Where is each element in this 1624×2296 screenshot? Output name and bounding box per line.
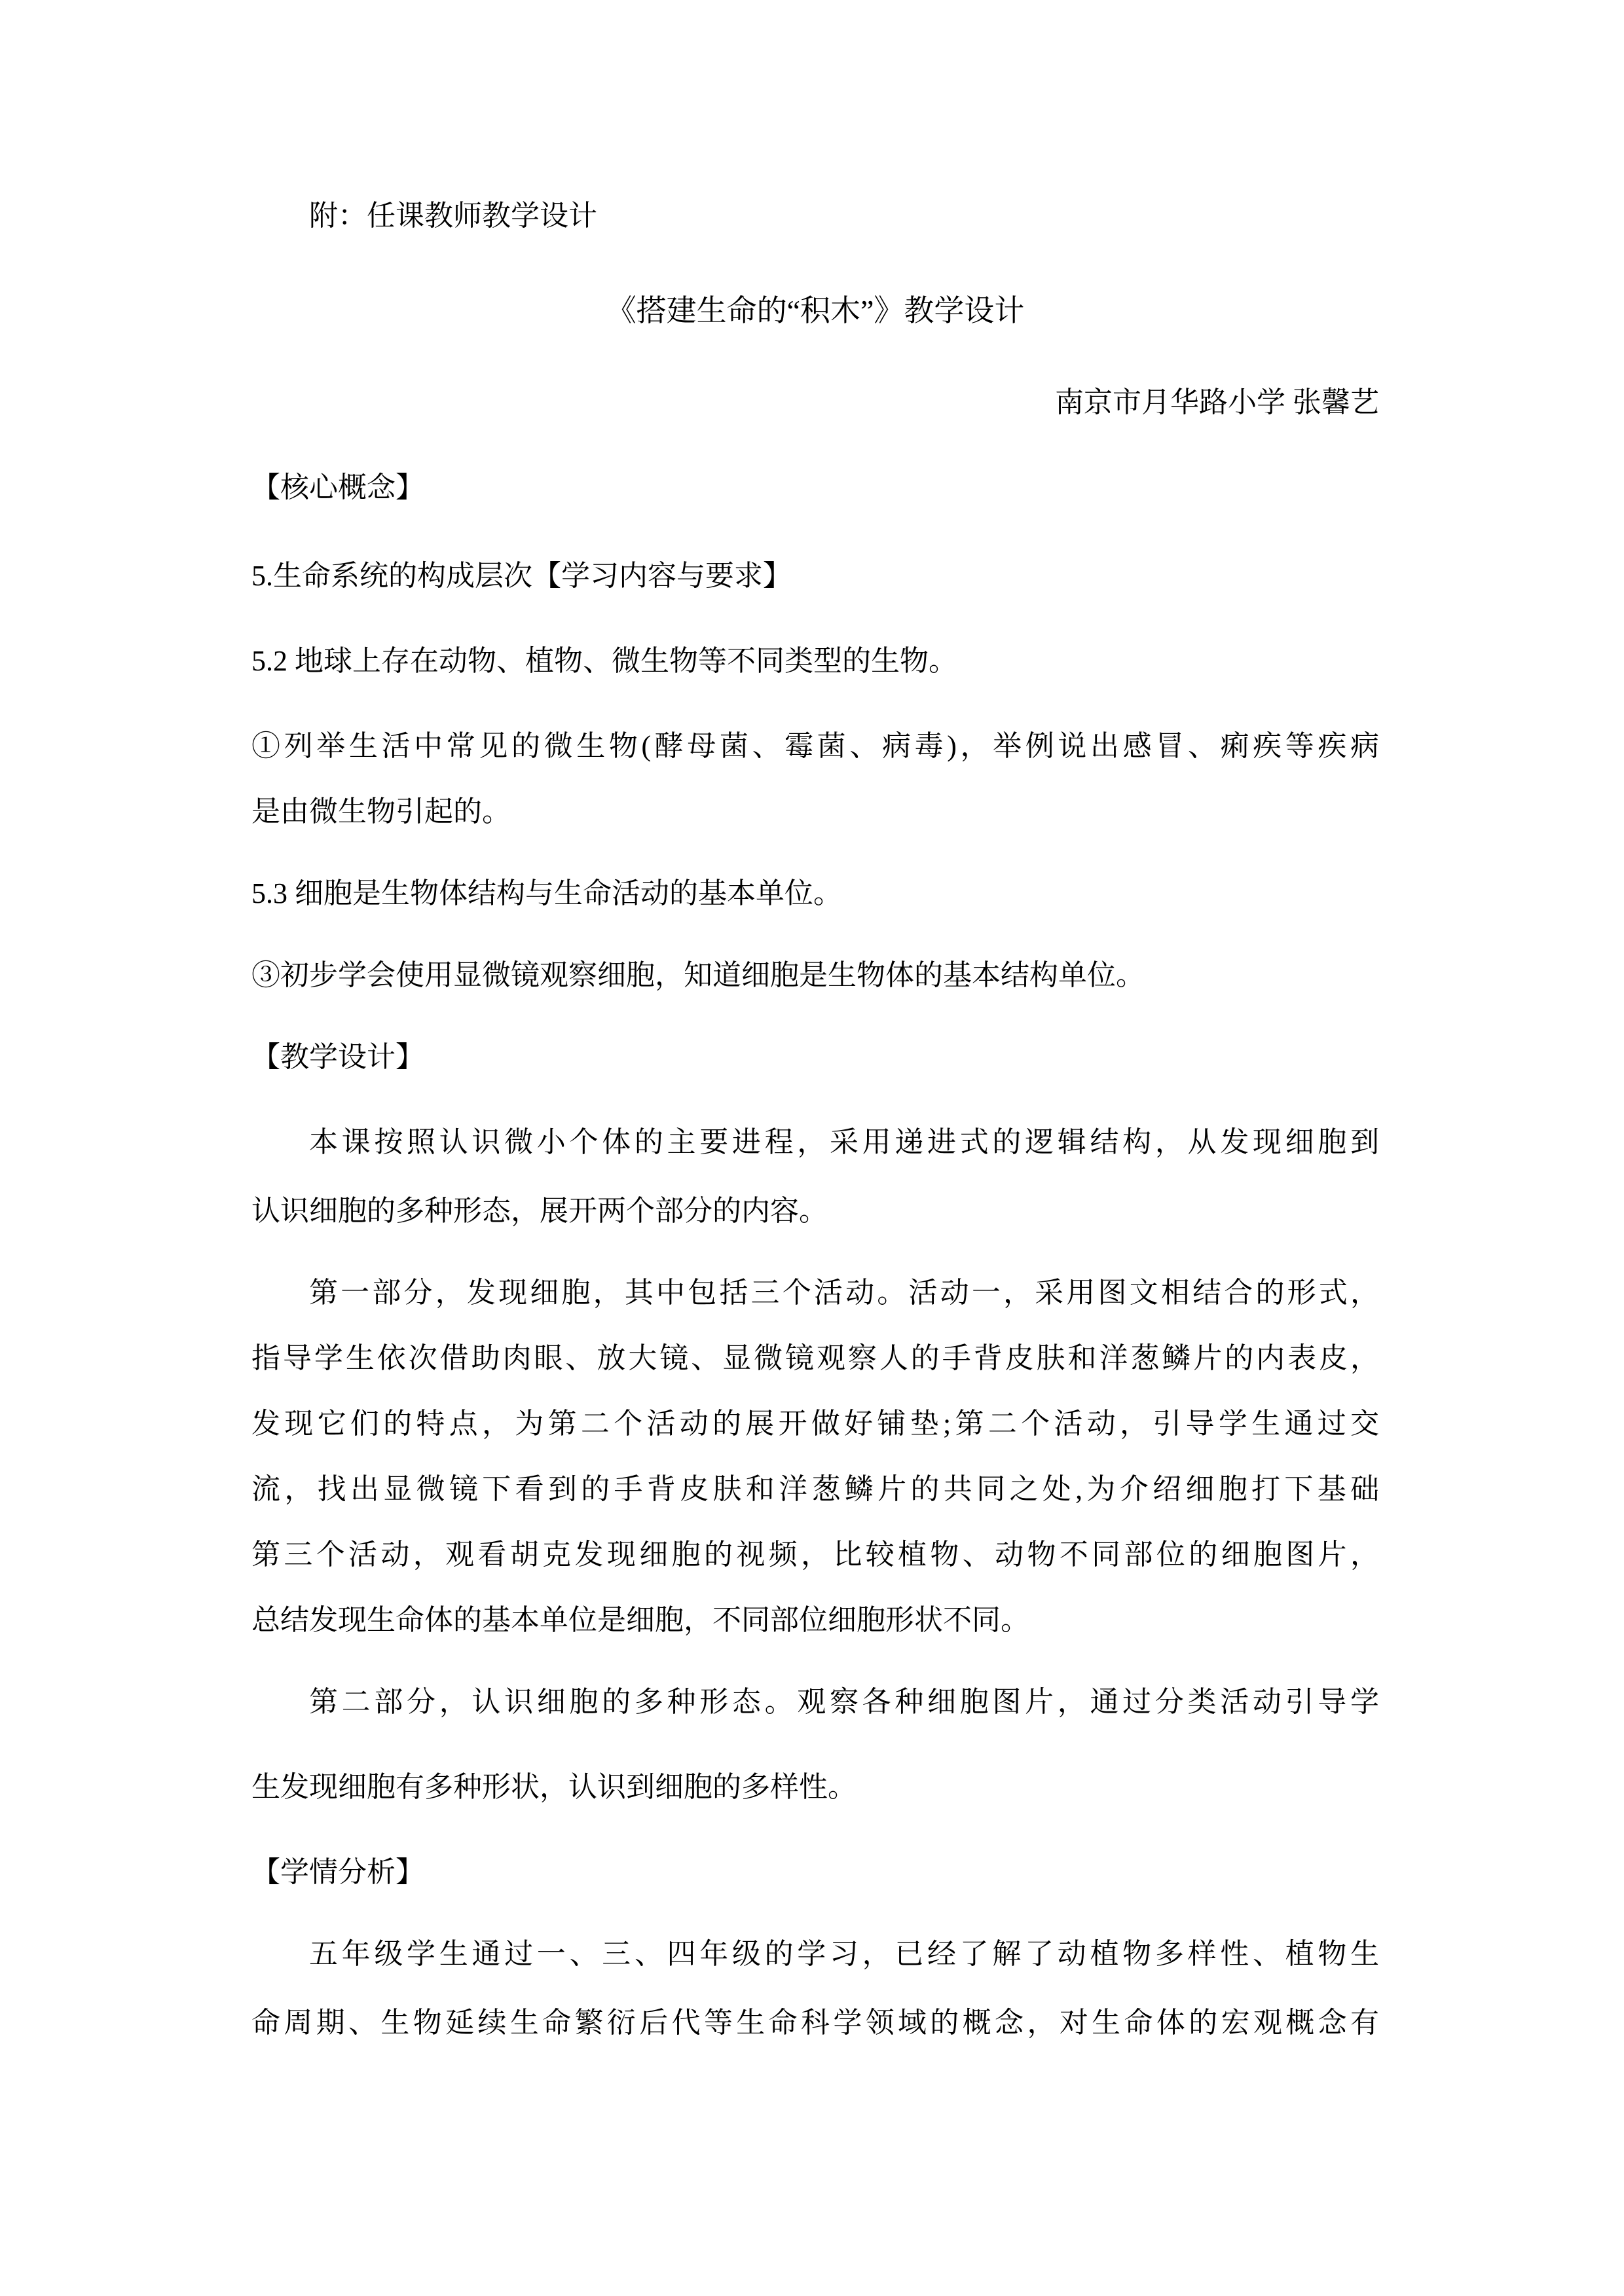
core-concept-item-5-2-detail-line-1: ①列举生活中常见的微生物(酵母菌、霉菌、病毒)，举例说出感冒、痢疾等疾病: [251, 730, 1379, 762]
heading-teaching-design: 【教学设计】: [251, 1041, 424, 1073]
learner-analysis-line-2: 命周期、生物延续生命繁衍后代等生命科学领域的概念，对生命体的宏观概念有: [251, 2007, 1379, 2039]
teaching-design-part1-line-2: 指导学生依次借助肉眼、放大镜、显微镜观察人的手背皮肤和洋葱鳞片的内表皮，: [251, 1342, 1379, 1374]
teaching-design-part1-line-6: 总结发现生命体的基本单位是细胞，不同部位细胞形状不同。: [251, 1604, 1029, 1636]
teaching-design-part1-line-5: 第三个活动，观看胡克发现细胞的视频，比较植物、动物不同部位的细胞图片，: [251, 1539, 1379, 1571]
core-concept-item-5-1: 5.生命系统的构成层次【学习内容与要求】: [251, 560, 792, 592]
core-concept-item-5-2: 5.2 地球上存在动物、植物、微生物等不同类型的生物。: [251, 645, 957, 677]
page-title: 《搭建生命的“积木”》教学设计: [606, 294, 1025, 327]
byline: 南京市月华路小学 张馨艺: [1055, 386, 1379, 418]
core-concept-item-5-3: 5.3 细胞是生物体结构与生命活动的基本单位。: [251, 877, 842, 909]
learner-analysis-line-1: 五年级学生通过一、三、四年级的学习，已经了解了动植物多样性、植物生: [309, 1938, 1379, 1970]
teaching-design-part2-line-2: 生发现细胞有多种形状，认识到细胞的多样性。: [251, 1771, 857, 1803]
teaching-design-overview-line-2: 认识细胞的多种形态，展开两个部分的内容。: [251, 1195, 828, 1227]
heading-core-concepts: 【核心概念】: [251, 471, 424, 503]
attachment-note: 附：任课教师教学设计: [309, 200, 597, 232]
teaching-design-overview-line-1: 本课按照认识微小个体的主要进程，采用递进式的逻辑结构，从发现细胞到: [309, 1126, 1379, 1158]
teaching-design-part1-line-1: 第一部分，发现细胞，其中包括三个活动。活动一，采用图文相结合的形式，: [309, 1277, 1379, 1309]
teaching-design-part1-line-4: 流，找出显微镜下看到的手背皮肤和洋葱鳞片的共同之处,为介绍细胞打下基础: [251, 1473, 1379, 1505]
heading-learner-analysis: 【学情分析】: [251, 1856, 424, 1888]
core-concept-item-5-3-detail: ③初步学会使用显微镜观察细胞，知道细胞是生物体的基本结构单位。: [251, 959, 1145, 991]
core-concept-item-5-2-detail-line-2: 是由微生物引起的。: [251, 795, 511, 828]
teaching-design-part1-line-3: 发现它们的特点，为第二个活动的展开做好铺垫;第二个活动，引导学生通过交: [251, 1408, 1379, 1440]
teaching-design-part2-line-1: 第二部分，认识细胞的多种形态。观察各种细胞图片，通过分类活动引导学: [309, 1686, 1379, 1718]
